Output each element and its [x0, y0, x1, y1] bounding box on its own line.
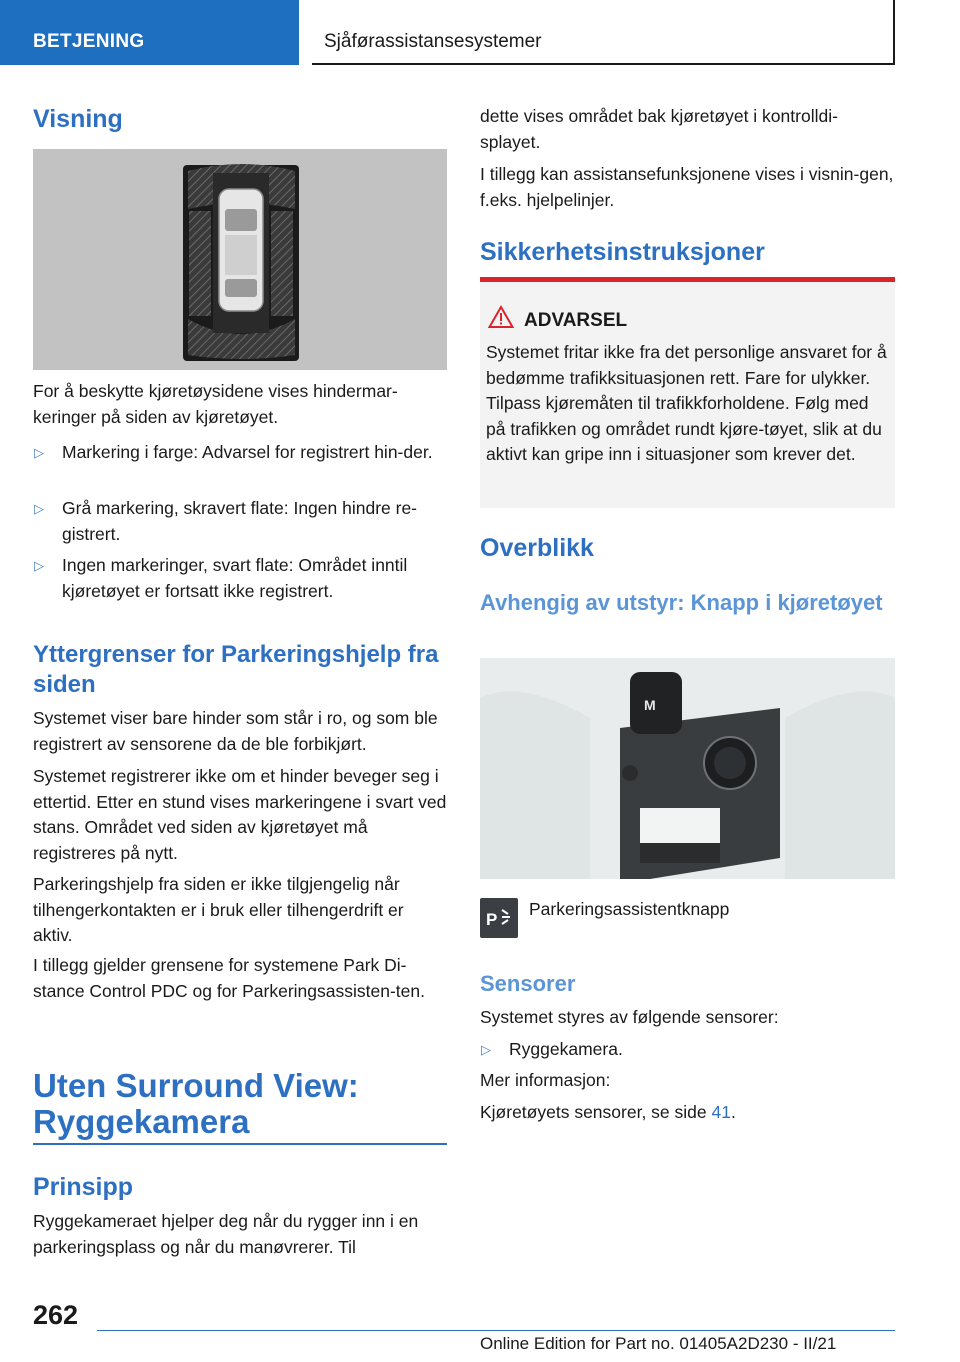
svg-text:P: P	[486, 910, 498, 929]
warning-box	[480, 277, 895, 508]
paragraph-tillegg: I tillegg kan assistansefunksjonene vises i visnin-gen, f.eks. hjelpelinjer.	[480, 164, 894, 210]
header-chapter-tab	[312, 0, 895, 65]
paragraph-sensorer: Systemet styres av følgende sensorer:	[480, 1007, 779, 1027]
heading-yttergrenser: Yttergrenser for Parkeringshjelp fra siden	[33, 641, 439, 698]
figure-side-view-display	[33, 149, 447, 370]
list-item: ▷ Ingen markeringer, svart flate: Området inntil kjøretøyet er fortsatt ikke registrert.	[34, 555, 408, 601]
heading-uten-surround-view: Uten Surround View: Ryggekamera	[33, 1067, 359, 1140]
svg-text:M: M	[644, 697, 656, 713]
figure-center-console	[480, 658, 895, 879]
paragraph-mer-informasjon: Mer informasjon:	[480, 1070, 611, 1090]
heading-sensorer: Sensorer	[480, 971, 576, 996]
bullet-triangle-icon: ▷	[34, 558, 44, 573]
center-console-illustration	[480, 658, 895, 879]
paragraph-yttergrenser-1: Systemet viser bare hinder som står i ro, og som ble registrert av sensorene da de ble forbikjørt.	[33, 708, 438, 754]
paragraph-prinsipp: Ryggekameraet hjelper deg når du rygger inn i en parkeringsplass og når du manøvrerer. Til	[33, 1211, 419, 1257]
warning-text: Systemet fritar ikke fra det personlige ansvaret for å bedømme trafikksituasjonen rett. Fare for ulykker. Tilpass kjøremåten til trafikkforholdene. Følg med på trafikken og området rundt kjøre-tøyet, slik at du aktivt kan gripe inn i situasjoner som krever det.	[486, 342, 887, 464]
bullet-triangle-icon: ▷	[481, 1042, 491, 1057]
heading-prinsipp: Prinsipp	[33, 1173, 134, 1201]
heading-overblikk: Overblikk	[480, 534, 594, 562]
list-item: ▷ Ryggekamera.	[480, 1037, 895, 1063]
page-reference-link[interactable]: 41	[711, 1102, 731, 1122]
header-chapter-label: Sjåførassistansesystemer	[324, 31, 542, 52]
button-caption: Parkeringsassistentknapp	[529, 899, 730, 919]
section-divider	[33, 1143, 447, 1145]
header-section-label: BETJENING	[33, 31, 145, 52]
list-item: ▷ Markering i farge: Advarsel for registrert hin-der.	[33, 440, 447, 466]
page-number: 262	[33, 1300, 79, 1330]
warning-title: ADVARSEL	[524, 310, 628, 331]
paragraph-reference: Kjøretøyets sensorer, se side 41.	[480, 1102, 736, 1122]
paragraph-yttergrenser-2: Systemet registrerer ikke om et hinder beveger seg i ettertid. Etter en stund vises markeringene i svart ved stans. Området ved siden av kjøretøyet må registreres på nytt.	[33, 766, 447, 863]
parking-view-illustration	[33, 149, 447, 370]
heading-avhengig-av-utstyr: Avhengig av utstyr: Knapp i kjøretøyet	[480, 590, 883, 615]
paragraph-continued: dette vises området bak kjøretøyet i kontrolldi-splayet.	[480, 106, 838, 152]
list-item: ▷ Grå markering, skravert flate: Ingen hindre re-gistrert.	[34, 498, 418, 544]
heading-visning: Visning	[33, 105, 123, 133]
bullet-triangle-icon: ▷	[34, 501, 44, 516]
paragraph-visning: For å beskytte kjøretøysidene vises hindermar-keringer på siden av kjøretøyet.	[33, 381, 398, 427]
heading-sikkerhetsinstruksjoner: Sikkerhetsinstruksjoner	[480, 238, 765, 266]
header-section-tab	[0, 0, 299, 65]
footer-divider	[97, 1330, 895, 1331]
parking-assistant-glyph	[480, 898, 518, 938]
paragraph-yttergrenser-4: I tillegg gjelder grensene for systemene Park Di-stance Control PDC og for Parkeringsassisten-ten.	[33, 955, 425, 1001]
bullet-triangle-icon: ▷	[34, 445, 44, 460]
parking-assistant-button-icon	[480, 898, 518, 938]
footer-edition: Online Edition for Part no. 01405A2D230 - II/21	[480, 1334, 837, 1353]
paragraph-yttergrenser-3: Parkeringshjelp fra siden er ikke tilgjengelig når tilhengerkontakten er i bruk eller tilhengerdrift er aktiv.	[33, 874, 404, 945]
warning-triangle-icon	[488, 305, 514, 329]
